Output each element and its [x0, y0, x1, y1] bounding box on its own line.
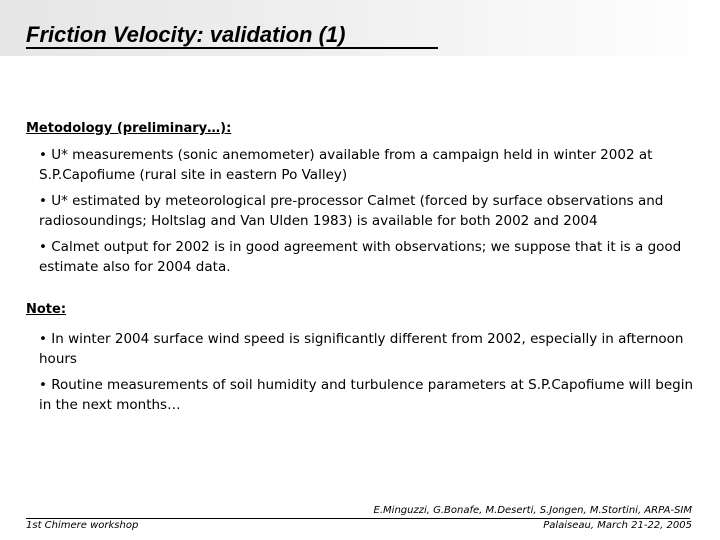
- slide-title: Friction Velocity: validation (1): [26, 22, 346, 47]
- methodology-bullet-1: • U* measurements (sonic anemometer) available from a campaign held in winter 2002 at S.P.Capofiume (rural site in eastern Po Valley): [39, 147, 653, 183]
- footer-place-date: Palaiseau, March 21-22, 2005: [543, 520, 692, 531]
- methodology-list: [39, 145, 709, 283]
- title-underline: [26, 47, 438, 49]
- note-heading: Note:: [26, 302, 67, 317]
- footer-authors: E.Minguzzi, G.Bonafe, M.Deserti, S.Jongen, M.Stortini, ARPA-SIM: [373, 505, 692, 516]
- note-bullet-1: • In winter 2004 surface wind speed is significantly different from 2002, especially in afternoon hours: [39, 331, 684, 367]
- footer-workshop: 1st Chimere workshop: [26, 520, 139, 531]
- note-bullet-2: • Routine measurements of soil humidity and turbulence parameters at S.P.Capofiume will begin in the next months…: [39, 377, 694, 413]
- footer-divider: [26, 518, 690, 519]
- note-list: [39, 329, 709, 421]
- methodology-bullet-2: • U* estimated by meteorological pre-processor Calmet (forced by surface observations and radiosoundings; Holtslag and Van Ulden 1983) is available for both 2002 and 2004: [39, 193, 664, 229]
- methodology-bullet-3: • Calmet output for 2002 is in good agreement with observations; we suppose that it is a good estimate also for 2004 data.: [39, 239, 682, 275]
- methodology-heading: Metodology (preliminary…):: [26, 121, 232, 136]
